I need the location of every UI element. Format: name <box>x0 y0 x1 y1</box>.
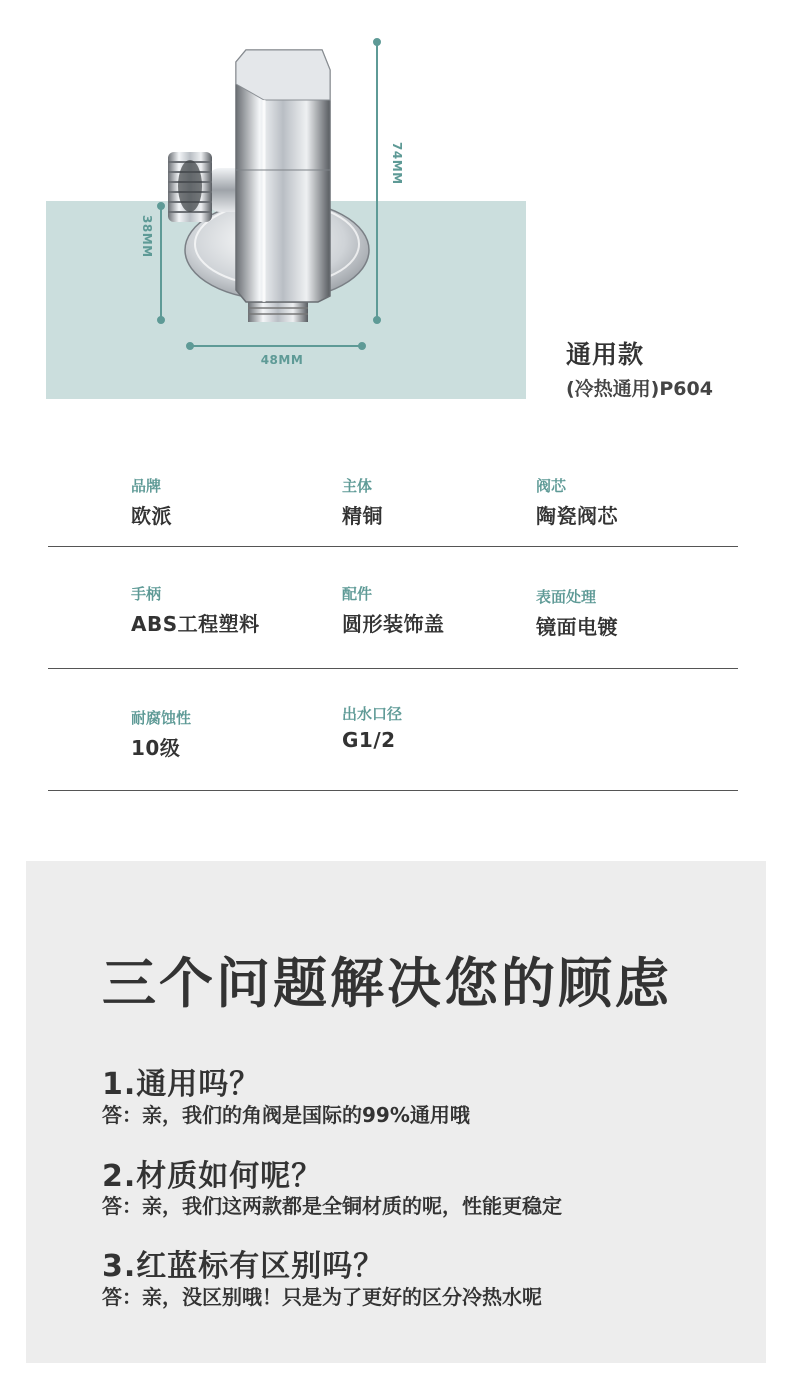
spec-row <box>48 669 738 791</box>
spec-corrosion-resistance <box>131 707 191 761</box>
spec-key: 品牌 <box>131 477 162 495</box>
spec-value: 精铜 <box>342 504 383 528</box>
model-subtitle: (冷热通用)P604 <box>566 378 713 400</box>
faq-question: 2.材质如何呢？ <box>102 1159 323 1194</box>
spec-key: 主体 <box>342 477 373 495</box>
faq-panel <box>26 861 766 1363</box>
spec-value: ABS工程塑料 <box>131 612 260 636</box>
spec-key: 手柄 <box>131 585 162 603</box>
faq-answer: 答：亲，我们的角阀是国际的99%通用哦 <box>102 1103 470 1127</box>
faq-answer: 答：亲，没区别哦！只是为了更好的区分冷热水呢 <box>102 1285 542 1309</box>
spec-key: 阀芯 <box>536 477 567 495</box>
spec-row <box>48 445 738 547</box>
dimension-label-48mm: 48MM <box>260 353 304 367</box>
spec-key: 耐腐蚀性 <box>131 709 192 727</box>
spec-body <box>342 475 383 529</box>
dimension-label-74mm: 74MM <box>390 142 404 185</box>
spec-outlet-diameter <box>342 703 402 752</box>
faq-answer: 答：亲，我们这两款都是全铜材质的呢，性能更稳定 <box>102 1194 562 1218</box>
spec-key: 配件 <box>342 585 373 603</box>
spec-value: G1/2 <box>342 728 396 752</box>
spec-key: 表面处理 <box>536 588 597 606</box>
spec-value: 10级 <box>131 736 181 760</box>
spec-value: 陶瓷阀芯 <box>536 504 618 528</box>
faq-heading: 三个问题解决您的顾虑 <box>102 952 672 1015</box>
hex-handle <box>236 50 330 302</box>
model-title: 通用款 <box>566 340 645 369</box>
dimension-label-38mm: 38MM <box>140 215 154 258</box>
spec-value: 镜面电镀 <box>536 615 618 639</box>
spec-value: 圆形装饰盖 <box>342 612 445 636</box>
spec-handle <box>131 583 260 637</box>
faq-question: 3.红蓝标有区别吗？ <box>102 1249 385 1284</box>
faq-question: 1.通用吗？ <box>102 1067 261 1102</box>
spec-surface-finish <box>536 586 618 640</box>
spec-row <box>48 547 738 669</box>
spec-value: 欧派 <box>131 504 172 528</box>
spec-key: 出水口径 <box>342 705 403 723</box>
spec-valve-core <box>536 475 618 529</box>
spec-accessory <box>342 583 445 637</box>
spec-brand <box>131 475 172 529</box>
